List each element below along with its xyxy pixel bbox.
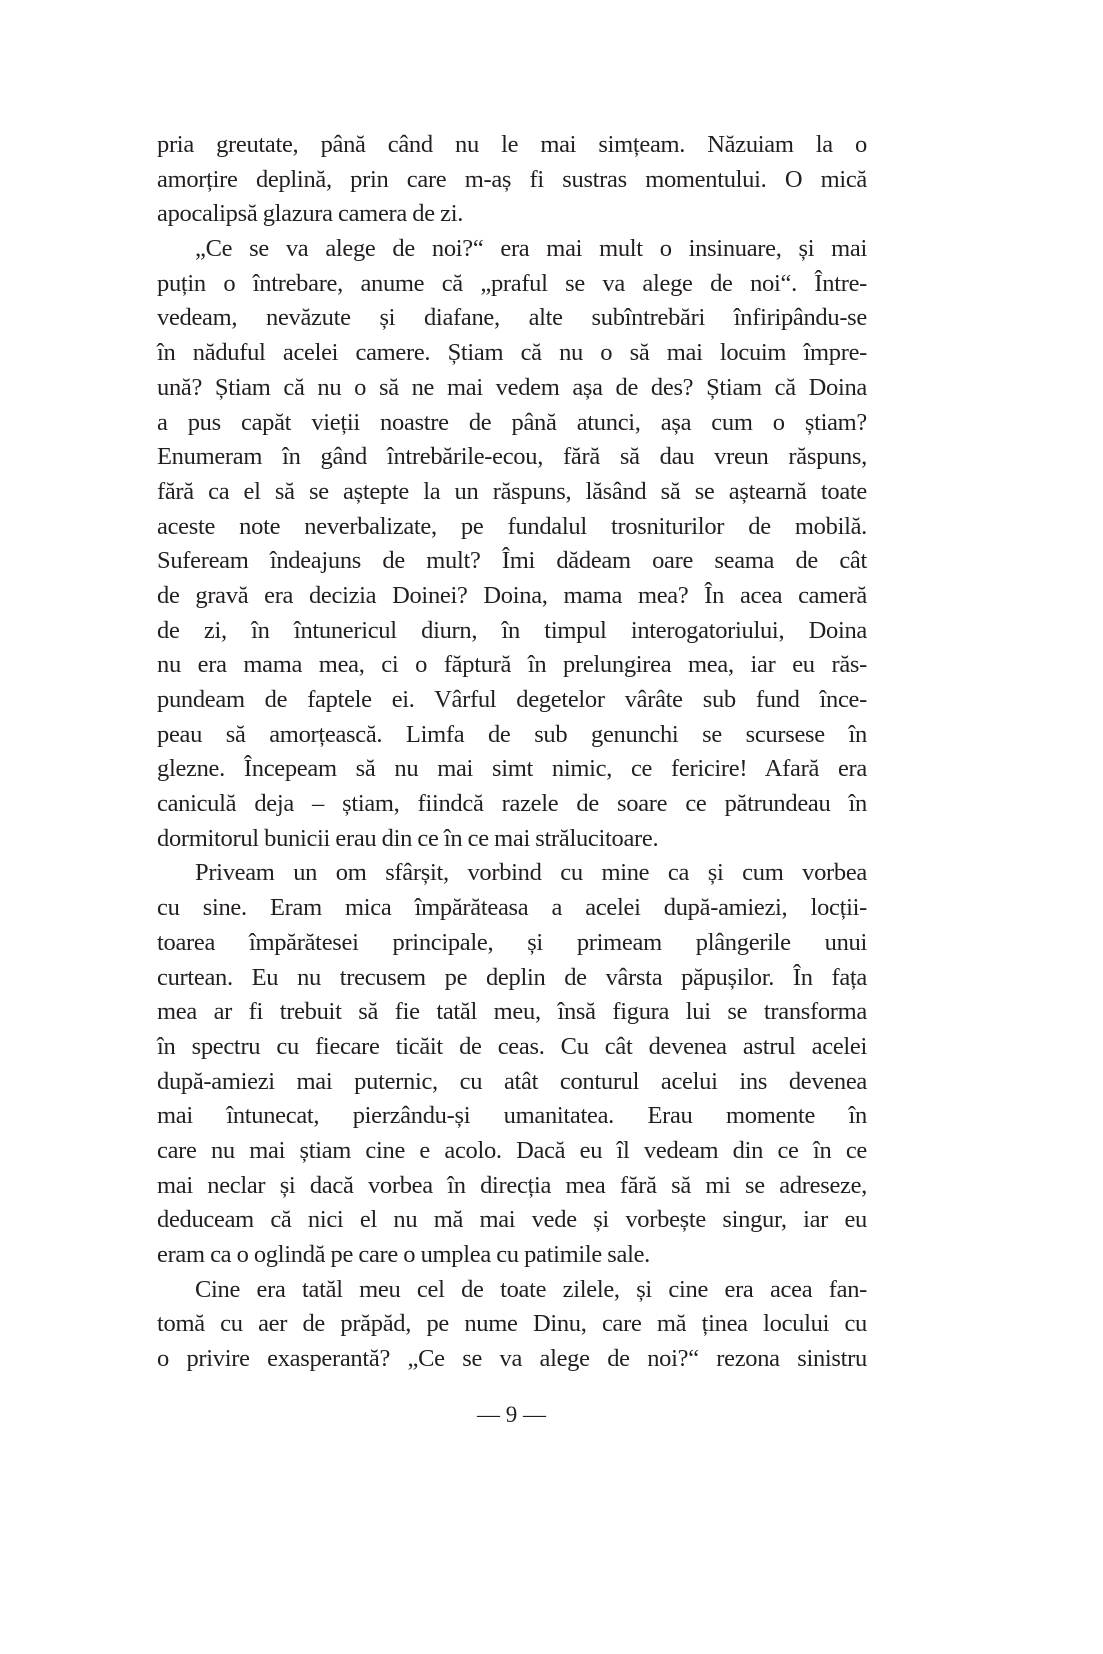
text-line: apocalipsă glazura camera de zi. [157, 200, 464, 228]
text-line: care nu mai știam cine e acolo. Dacă eu îl vedeam din ce în ce [157, 1136, 867, 1164]
text-line: pria greutate, până când nu le mai simțeam. Năzuiam la o [157, 131, 867, 158]
text-line: tomă cu aer de prăpăd, pe nume Dinu, care mă ținea locului cu [157, 1310, 867, 1338]
text-line: Cine era tatăl meu cel de toate zilele, și cine era acea fan- [195, 1275, 867, 1303]
text-line: a pus capăt vieții noastre de până atunci, așa cum o știam? [157, 408, 867, 436]
page-body [157, 128, 867, 1377]
text-line: amorțire deplină, prin care m-aș fi sustras momentului. O mică [157, 165, 867, 193]
text-line: nu era mama mea, ci o făptură în prelungirea mea, iar eu răs- [157, 651, 867, 679]
text-line: peau să amorțească. Limfa de sub genunchi se scursese în [157, 720, 867, 748]
text-line: „Ce se va alege de noi?“ era mai mult o insinuare, și mai [195, 235, 867, 263]
text-line: dormitorul bunicii erau din ce în ce mai strălucitoare. [157, 824, 659, 852]
text-line: de gravă era decizia Doinei? Doina, mama mea? În acea cameră [157, 581, 867, 609]
text-line: curtean. Eu nu trecusem pe deplin de vârsta păpușilor. În fața [157, 963, 867, 991]
text-line: ună? Știam că nu o să ne mai vedem așa de des? Știam că Doina [157, 373, 867, 401]
text-line: toarea împărătesei principale, și primeam plângerile unui [157, 928, 867, 956]
page-number: — 9 — [477, 1402, 546, 1427]
text-line: mai întunecat, pierzându-și umanitatea. Erau momente în [157, 1102, 867, 1130]
text-line: după-amiezi mai puternic, cu atât conturul acelui ins devenea [157, 1067, 867, 1095]
text-line: glezne. Începeam să nu mai simt nimic, ce fericire! Afară era [157, 755, 867, 783]
text-line: o privire exasperantă? „Ce se va alege de noi?“ rezona sinistru [157, 1345, 867, 1373]
text-line: Sufeream îndeajuns de mult? Îmi dădeam oare seama de cât [157, 547, 867, 575]
text-line: Priveam un om sfârșit, vorbind cu mine ca și cum vorbea [195, 859, 867, 887]
text-line: caniculă deja – știam, fiindcă razele de soare ce pătrundeau în [157, 790, 867, 818]
text-line: vedeam, nevăzute și diafane, alte subîntrebări înfiripându-se [157, 304, 867, 332]
text-line: în spectru cu fiecare ticăit de ceas. Cu cât devenea astrul acelei [157, 1032, 867, 1060]
paragraph [157, 232, 867, 856]
text-line: cu sine. Eram mica împărăteasa a acelei după-amiezi, locții- [157, 894, 867, 922]
text-line: puțin o întrebare, anume că „praful se va alege de noi“. Între- [157, 269, 867, 297]
text-line: mea ar fi trebuit să fie tatăl meu, însă figura lui se transforma [157, 998, 867, 1026]
text-line: eram ca o oglindă pe care o umplea cu patimile sale. [157, 1241, 650, 1268]
text-line: deduceam că nici el nu mă mai vede și vorbește singur, iar eu [157, 1206, 867, 1234]
paragraph [157, 856, 867, 1272]
paragraph [157, 1273, 867, 1377]
text-line: Enumeram în gând întrebările-ecou, fără să dau vreun răspuns, [157, 443, 867, 471]
paragraph [157, 128, 867, 232]
text-line: de zi, în întunericul diurn, în timpul interogatoriului, Doina [157, 616, 867, 644]
text-line: mai neclar și dacă vorbea în direcția mea fără să mi se adreseze, [157, 1171, 867, 1199]
text-line: fără ca el să se aștepte la un răspuns, lăsând să se aștearnă toate [157, 477, 867, 505]
text-line: aceste note neverbalizate, pe fundalul trosniturilor de mobilă. [157, 512, 867, 540]
text-line: pundeam de faptele ei. Vârful degetelor vârâte sub fund înce- [157, 686, 867, 713]
text-line: în năduful acelei camere. Știam că nu o să mai locuim împre- [157, 339, 867, 367]
